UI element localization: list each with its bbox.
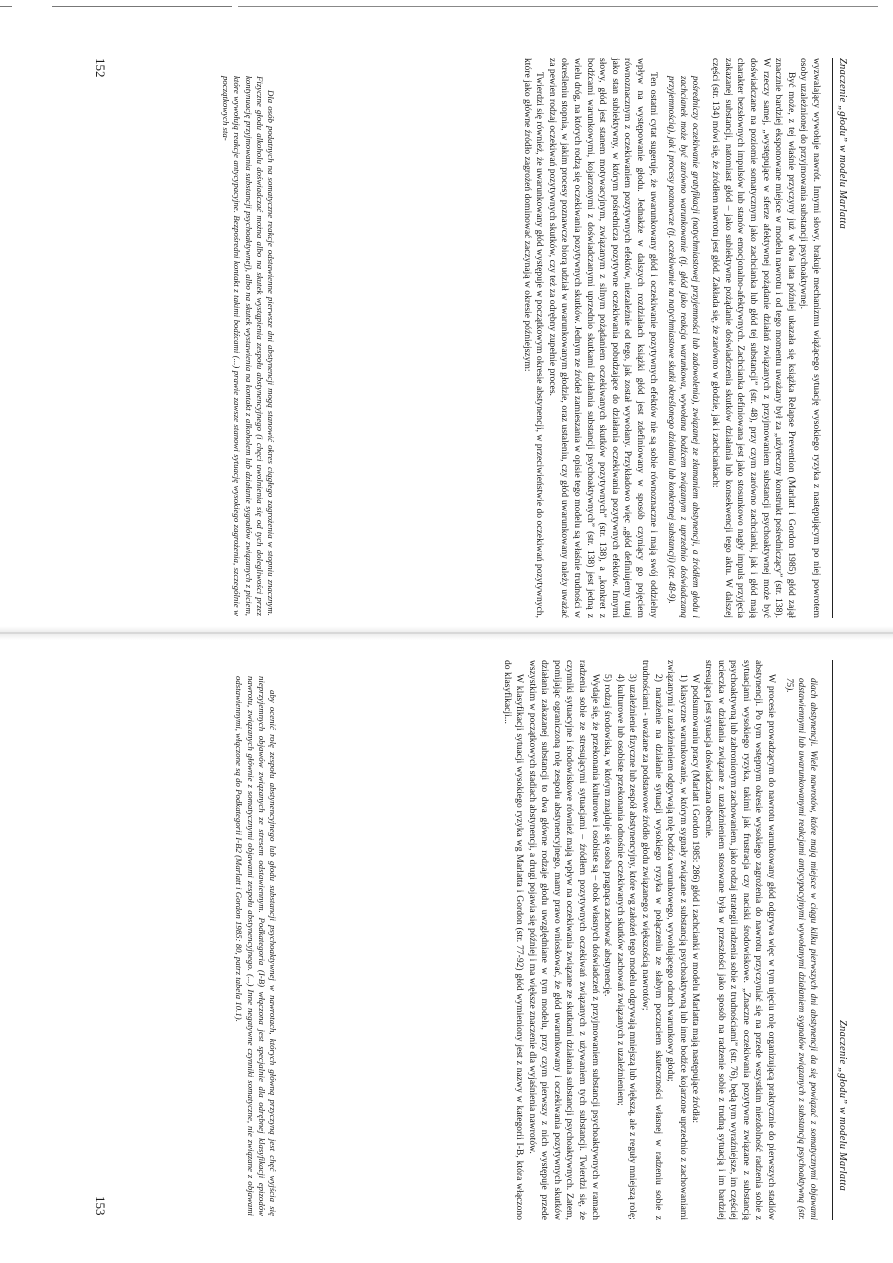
paragraph: W klasyfikacji sytuacji wysokiego ryzyka wg Marlatta i Gordon (str. 77-92) głód wymieniony jest z nazwy w kategorii I-B, która włączono do klasyfikacji...	[501, 660, 526, 1220]
page-152	[78, 18, 848, 618]
list-item: 3) uzależnienie fizyczne lub zespół abstynencyjny, które wg założeń tego modelu odgrywają mniejszą lub większą, ale z reguły mniejszą rolę;	[627, 674, 639, 1220]
paragraph: Ten ostatni cytat sugeruje, że uwarunkowany głód i oczekiwanie pozytywnych efektów nie są sobie równoznaczne i mają swój oddzielny wpływ na występowanie głodu. Jednakże w dalszych rozdziałach książki głód jest zdefiniowany w sposób czyniący go pojęciem równoznacznym z oczekiwaniem pozytywnych efektów, niezależnie od tego, jak został wywołany. Przykładowo więc „głód definiujemy tutaj jako stan subiektywny, w którym pośrednicza pozytywne oczekiwania pobudzające do działania oczekiwania pozytywnych efektów. Innymi słowy, głód jest stanem motywacyjnym, związanym z silnym pożądaniem oczekiwanych skutków pozytywnych” (str. 138), a „konkret z bodźcami warunkowymi, kojarzonymi z doświadczanymi uprzednio skutkami działania substancji psychoaktywnych” (str. 138) jest jedną z wielu dróg, na których rodzą się oczekiwania pozytywnych skutków. Jednym ze źródeł zamieszania w opisie tego modelu są właśnie trudności w określeniu stopnia, w jakim procesy poznawcze biorą udział w uwarunkowanym głodzie, oraz ustaleniu, czy głód uwarunkowany należy uważać za pewien rodzaj oczekiwań pozytywnych skutków, czy też za odrębny zupełnie proces.	[546, 58, 659, 618]
paragraph: Twierdzi się również, że uwarunkowany głód występuje w początkowym okresie abstynencji, w przeciwieństwie do oczekiwań pozytywnych, które jako główne źródło zagrożeń dominować zaczynają w okresie późniejszym:	[521, 58, 546, 619]
block-quote: pośredniczy oczekiwanie gratyfikacji (natychmiastowej przyjemności lub zadowolenia), związanej ze złamaniem abstynencji, a źródłem głodu i zachcianek może być zarówno warunkowanie (tj. głód jako reakcja warunkowa, wywołana bodźcem związanym z uprzednio doświadczaną przyjemnością), jak i procesy poznawcze (tj. oczekiwanie na natychmiastowe skutki określonego działania lub konkretnej substancji) (str. 48-9).	[666, 76, 701, 618]
scan-top-edge	[0, 0, 893, 14]
list-item: 4) kulturowe lub osobiste przekonania odnośnie oczekiwanych skutków zachowań związanych z uzależnieniem;	[614, 674, 626, 1106]
page-body	[500, 660, 822, 1220]
paragraph: Wydaje się, że przekonania kulturowe i osobiste są – obok własnych doświadczeń z przyjmowaniem substancji psychoaktywnych w ramach radzenia sobie ze stresującymi sytuacjami – źródłem pozytywnych oczekiwań związanych z używaniem tych substancji. Twierdzi się, że czynniki sytuacyjne i środowiskowe również mają wpływ na oczekiwania związane ze skutkami działania substancji psychoaktywnych. Zatem, pomijając ograniczoną rolę zespołu abstynencyjnego, mamy prawo wnioskować, że głód uwarunkowany i oczekiwania pozytywnych skutków działania zakazanej substancji to dwa główne rodzaje głodu uwzględniane w tym modelu, przy czym pierwszy z nich występuje przede wszystkim w początkowych stadiach abstynencji, a drugi pojawia się później i ma większe znaczenie dla wyjaśnienia nawrotów.	[526, 660, 601, 1220]
page-number: 152	[93, 58, 108, 78]
page-number: 153	[93, 1196, 108, 1216]
list-item: 1) klasyczne warunkowanie, w którym sygnały związane z substancją psychoaktywną lub inne bodźce kojarzone uprzednio z zachowaniami związanymi z uzależnieniem odgrywają rolę bodźca warunkowego, wywołującego odruch warunkowy głodu;	[665, 660, 689, 1220]
scan-mark	[52, 6, 232, 7]
running-head-rule	[832, 660, 833, 1220]
footnote-quote	[233, 676, 278, 1216]
running-head: Znaczenie „głodu” w modelu Marlatta	[837, 1020, 848, 1191]
running-head-rule	[832, 58, 833, 618]
scan-mark	[238, 6, 878, 7]
scan-mark	[0, 6, 12, 7]
page-153	[78, 640, 848, 1240]
list-item: 2) narażenie na działanie sytuacji wysokiego ryzyka w połączeniu ze słabym poczuciem skuteczności własnej w radzeniu sobie z trudnościami - uważane za podstawowe źródło głodu związanego z większością nawrotów;	[640, 660, 664, 1220]
block-quote: diach abstynencji. Wiele nawrotów, które mają miejsce w ciągu kilku pierwszych dni abstynencji da się powiązać z somatycznymi objawami odstawiennymi lub uwarunkowanymi reakcjami antycypacyjnymi wywołanymi działaniem sygnałów związanych z substancją psychoaktywną (str. 75).	[785, 678, 819, 1220]
footnote-text: Dla osób podatnych na somatyczne reakcje odstawienne pierwsze dni abstynencji mogą stanowić okres ciągłego zagrożenia w stopniu znacznym. Fizyczne głodu alkoholu doświadczać można albo na skutek wystąpienia zespołu abstynencyjnego (i chęci uwolnienia się od tych dolegliwości przez kontynuację przyjmowania substancji psychoaktywnej), albo na skutek wystawienia na kontakt z alkoholem lub działanie sygnałów związanych z piciem, które wywołują reakcje antycypacyjne. Bezpośredni kontakt z takimi bodźcami (...) prawie zawsze stanowi sytuację wysokiego zagrożenia, szczególnie w początkowych sta-	[221, 76, 276, 616]
paragraph: W procesie prowadzącym do nawrotu warunkowany głód odgrywa więc w tym ujęciu rolę organizującą praktycznie do pierwszych stadiów abstynencji. Po tym wstępnym okresie wysokiego zagrożenia do nawrotu przyczyniać się na przede wszystkim niezdolność radzenia sobie z sytuacjami wysokiego ryzyka, takimi jak frustracja czy naciski środowiskowe. „Znaczne oczekiwania pozytywne związane z substancją psychoaktywną lub zabronionym zachowaniem, jako rodzaj strategii radzenia sobie z trudnościami” (str. 76), będą tym wyraźniejsze, im częściej ucieczka w działania związane z uzależnieniem stosowane była w przeszłości jako sposób na radzenie sobie z trudną sytuacją i im bardziej stresująca jest sytuacja doświadczana obecnie.	[703, 660, 777, 1220]
paragraph: W podsumowaniu pracy (Marlatt i Gordon 1985: 286) głód i zachcianki w modelu Marlatta mają następujące źródła:	[690, 674, 702, 1123]
paragraph: Być może, z tej właśnie przyczyny już w dwa lata później ukazała się książka Relapse Prevention (Marlatt i Gordon 1985) głód zajął znacznie bardziej eksponowane miejsce w modelu nawrotu i od tego momentu uważany był za „użyteczny konstrukt pośredniczący” (str. 138). W rzeczy samej, „występujące w sferze afektywnej pożądanie działań związanych z przyjmowaniem substancji psychoaktywnej może być doświadczane na poziomie somatycznym jako zachcianka lub głód tej substancji” (str. 48), przy czym zarówno zachcianki, jak i głód mają charakter bezsłownych impulsów lub stanów emocjonalno-afektywnych. Zachcianka definiowana jest jako stosunkowo nagły impuls przyjęcia zakazanej substancji, natomiast głód – jako subiektywne pożądanie doświadczenia skutków działania lub konsekwencji tego aktu. W dalszej części (str. 134) mówi się, że źródłem nawrotu jest głód. Zakłada się, że zarówno w głodzie, jak i zachciankach:	[710, 58, 797, 618]
paragraph: wyzwalający wywołuje nawrót. Innymi słowy, brakuje mechanizmu wiążącego sytuację wysokiego ryzyka z następującym po niej powrotem osoby uzależnionej do przyjmowania substancji psychoaktywnej.	[798, 58, 822, 618]
book-gutter-line	[0, 632, 893, 634]
list-item: 5) rodzaj środowiska, w którym znajduje się osoba pragnąca zachować abstynencję.	[602, 674, 614, 997]
page-body	[520, 58, 822, 618]
footnote-text: aby ocenić rolę zespołu abstynencyjnego lub głodu substancji psychoaktywnej w nawrotach, których główną przyczyną jest chęć wyjścia się nieprzyjemnych objawów związanych ze stresem odstawiennym. Podkategoria (I-B) włączona jest specjalnie dla odrębnej klasyfikacji epizodów nawrotu, związanych głównie z somatycznymi objawami zespołu abstynencyjnego. (...) Inne negatywne czynniki somatyczne, nie związane z objawami odstawiennymi, włączone są do Podkategorii I-B2 (Marlatt i Gordon 1985: 80, patrz tabela 10.1).	[234, 676, 278, 1216]
running-head: Znaczenie „głodu” w modelu Marlatta	[837, 58, 848, 229]
footnote-quote	[220, 76, 276, 616]
